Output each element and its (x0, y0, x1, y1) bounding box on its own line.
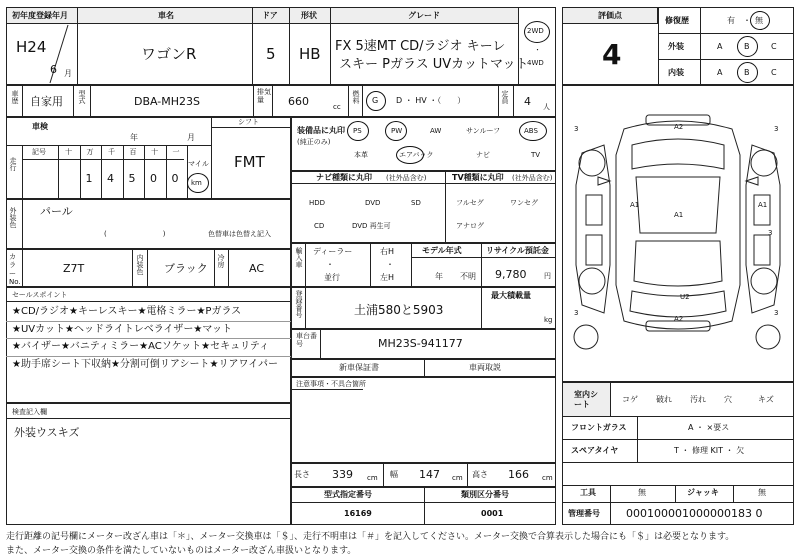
fuel-label: 燃料 (352, 90, 360, 104)
interior-b: B (744, 68, 750, 77)
dealer: ディーラー (313, 247, 353, 256)
diagram-label: 3 (774, 125, 779, 133)
import-dot: ・ (326, 260, 334, 269)
capacity-unit: 人 (543, 103, 550, 111)
glass-value: A ・ ×要ス (688, 423, 730, 432)
diagram-label: A1 (630, 201, 640, 209)
jack-label: ジャッキ (687, 488, 719, 497)
repair-no: 無 (755, 16, 763, 25)
grade-cell (330, 23, 519, 85)
parallel: 並行 (324, 273, 340, 282)
equipment-item: 本革 (354, 151, 368, 159)
model-year-value: 不明 (460, 272, 476, 281)
chassis-value: MH23S-941177 (378, 337, 463, 350)
interior-label: 内装 (668, 68, 684, 77)
seat-option: 汚れ (690, 395, 706, 404)
seat-option: 破れ (656, 395, 672, 404)
model-year-unit: 年 (435, 272, 443, 281)
mgmt-value: 000100001000000183 0 (626, 507, 763, 520)
mile-label: マイル (188, 160, 209, 168)
width-unit: cm (452, 474, 463, 482)
displacement-value: 660 (288, 95, 309, 108)
chassis-label: 車台番号 (296, 332, 317, 349)
import-label: 輸入車 (295, 247, 303, 268)
tv-type: フルセグ (456, 199, 484, 207)
sales-point-line: ★CD/ラジオ★キーレスキー★電格ミラー★Pガラス (12, 306, 242, 317)
inspector-block (6, 403, 291, 525)
sales-point-line: ★UVカット★ヘッドライトレベライザー★マット (12, 323, 232, 335)
repair-yes: 有 (727, 16, 735, 25)
nav-type: DVD 再生可 (352, 222, 391, 230)
inspection-month: 月 (187, 133, 195, 142)
interior-color-label: 内装色 (136, 254, 144, 275)
color-code-value: Z7T (63, 262, 85, 275)
equipment-sub: (純正のみ) (297, 138, 331, 146)
score-value: 4 (602, 38, 622, 71)
equipment-item: TV (531, 151, 541, 159)
inspector-label: 検査記入欄 (12, 408, 47, 416)
capacity-label: 定員 (501, 90, 509, 104)
glass-label: フロントガラス (571, 423, 627, 432)
height-unit: cm (542, 474, 553, 482)
height-label: 高さ (472, 470, 488, 479)
footer-line2: また、メーター交換の条件を満たしていないものはメーター改ざん車扱いとなります。 (6, 546, 357, 556)
max-load-label: 最大積載量 (491, 291, 531, 300)
interior-c: C (771, 68, 777, 77)
lhd: 左H (380, 273, 395, 282)
equipment-item: ナビ (476, 151, 490, 159)
diagram-label: A1 (674, 211, 684, 219)
grade-line1: FX 5速MT CD/ラジオ キーレ (335, 39, 506, 54)
pw-circle (385, 121, 407, 141)
digit-value: 0 (150, 172, 157, 185)
car-name-label: 車名 (158, 11, 174, 20)
first-reg-label: 初年度登録年月 (12, 11, 68, 20)
fuel-rest: D ・ HV ・（ ） (396, 96, 466, 105)
diagram-label: 3 (574, 309, 579, 317)
equipment-item: AW (430, 127, 442, 135)
manual-label: 車両取説 (469, 363, 501, 372)
color-note: 色替車は色替え記入 (208, 230, 271, 238)
shape-value: HB (299, 45, 321, 63)
ownership-label: 車歴 (11, 90, 19, 104)
diagram-label: A2 (674, 123, 684, 131)
first-reg-era: H24 (16, 38, 47, 56)
warranty-label: 新車保証書 (339, 363, 379, 372)
sales-points-label: セールスポイント (12, 291, 68, 299)
tv-type: アナログ (456, 222, 484, 230)
interior-color-value: ブラック (164, 262, 208, 275)
drive-2wd: 2WD (527, 27, 544, 35)
color-paren: ( ) (104, 230, 166, 238)
inspection-year: 年 (130, 133, 138, 142)
ac-value: AC (249, 262, 265, 275)
repair-sep: ・ (743, 16, 751, 25)
digit-label: 十 (151, 148, 158, 156)
tv-label: TV種類に丸印 (452, 173, 504, 182)
exterior-c: C (771, 42, 777, 51)
nav-type: HDD (309, 199, 326, 207)
length-label: 長さ (294, 470, 310, 479)
ac-label: 冷房 (217, 254, 225, 268)
auction-sheet (6, 7, 794, 525)
nav-type: DVD (365, 199, 381, 207)
equipment-item: サンルーフ (466, 127, 501, 135)
sales-point-line: ★バイザー★バニティミラー★ACソケット★セキュリティ (12, 341, 270, 352)
diagram-label: U2 (680, 293, 690, 301)
nav-genuine-note: (社外品含む) (386, 174, 427, 182)
score-label: 評価点 (598, 11, 622, 20)
seat-option: 穴 (724, 395, 732, 404)
km-unit: km (191, 179, 202, 187)
equipment-item: PW (391, 127, 403, 135)
shape-label: 形状 (301, 11, 317, 20)
class-label: 類別区分番号 (461, 490, 509, 499)
footer-line1: 走行距離の記号欄にメーター改ざん車は「＊」、メーター交換車は「＄」、走行不明車は「＃」を記入してください。メーター交換で合算表示した場合にも「＄」は必要となります。 (6, 532, 735, 542)
nav-label: ナビ種類に丸印 (316, 173, 372, 182)
car-diagram (562, 85, 794, 382)
seat-label: 室内シート (574, 390, 598, 410)
digit-label: 万 (86, 148, 94, 156)
drive-4wd: 4WD (527, 59, 544, 67)
jack-value: 無 (758, 488, 766, 497)
registration-label: 登録番号 (295, 290, 303, 318)
equipment-label: 装備品に丸印 (297, 126, 345, 135)
diagram-label: A1 (758, 201, 768, 209)
class-value: 0001 (481, 509, 504, 518)
width-label: 幅 (390, 470, 398, 479)
sales-point-line: ★助手席シート下収納★分割可倒リアシート★リアワイパー (12, 358, 278, 370)
doors-label: ドア (262, 11, 278, 20)
notes-label: 注意事項・不具合箇所 (296, 380, 366, 388)
digit-value: 1 (85, 172, 93, 185)
diagram-label: A2 (674, 315, 684, 323)
interior-a: A (717, 68, 723, 77)
mileage-label: 走行 (9, 157, 17, 171)
equipment-item: PS (353, 127, 362, 135)
width-value: 147 (419, 468, 440, 481)
seat-option: キズ (758, 395, 774, 404)
exterior-a: A (717, 42, 723, 51)
displacement-label: 排気量 (257, 88, 271, 104)
height-value: 166 (508, 468, 529, 481)
digit-label: 十 (65, 148, 72, 156)
grade-label: グレード (408, 11, 440, 20)
exterior-b: B (744, 42, 750, 51)
equipment-item: エアバック (399, 151, 434, 159)
tv-type: ワンセグ (510, 199, 538, 207)
model-label: 型式 (78, 90, 86, 104)
digit-value: 0 (171, 172, 179, 185)
model-value: DBA-MH23S (134, 95, 201, 108)
capacity-value: 4 (524, 95, 531, 108)
displacement-unit: cc (333, 103, 341, 111)
abs-circle (519, 121, 547, 141)
drive-dot: ・ (534, 46, 541, 54)
recycle-label: リサイクル預託金 (486, 246, 549, 255)
ps-circle (347, 121, 369, 141)
inspection-label: 車検 (32, 122, 48, 131)
diagram-label: 3 (574, 125, 579, 133)
color-code-label: カラーNo. (9, 253, 21, 287)
registration-value: 土浦580と5903 (354, 303, 444, 317)
digit-label: 百 (129, 148, 137, 156)
grade-line2: スキー Pガラス UVカットマット (339, 57, 529, 72)
repair-label: 修復歴 (665, 16, 689, 25)
length-value: 339 (332, 468, 353, 481)
first-reg-month: 6 (50, 63, 57, 76)
inspector-note: 外装ウスキズ (14, 426, 80, 439)
recycle-value: 9,780 (495, 268, 527, 281)
type-value: 16169 (344, 509, 372, 518)
shift-label: シフト (238, 118, 259, 126)
type-label: 型式指定番号 (324, 490, 372, 499)
row2 (6, 85, 556, 117)
max-load-unit: kg (544, 316, 553, 324)
recycle-unit: 円 (544, 272, 551, 280)
nav-type: CD (314, 222, 325, 230)
mgmt-label: 管理番号 (568, 509, 600, 518)
digit-value: 5 (128, 172, 136, 185)
model-year-label: モデル年式 (422, 246, 462, 255)
tv-genuine-note: (社外品含む) (512, 174, 553, 182)
spare-value: T ・ 修理 KIT ・ 欠 (674, 446, 745, 455)
doors-value: 5 (266, 45, 276, 63)
exterior-label: 外装 (668, 42, 684, 51)
fuel-g: G (372, 96, 379, 105)
shift-value: FMT (234, 153, 265, 171)
diagram-label: 3 (768, 229, 773, 237)
code-label: 記号 (32, 148, 46, 156)
tools-value: 無 (638, 488, 646, 497)
seat-option: コゲ (622, 395, 638, 404)
ownership-value: 自家用 (30, 95, 63, 108)
rhd: 右H (380, 247, 395, 256)
color-value: パール (40, 205, 73, 218)
equipment-item: ABS (524, 127, 538, 135)
digit-value: 4 (107, 172, 114, 185)
rhd-dot: ・ (386, 260, 394, 269)
digit-label: 千 (108, 148, 115, 156)
car-name: ワゴンR (141, 45, 197, 63)
color-label: 外装色 (9, 207, 17, 228)
first-reg-month-unit: 月 (64, 69, 72, 78)
tools-label: 工具 (580, 488, 596, 497)
digit-label: 一 (172, 148, 180, 156)
nav-type: SD (411, 199, 421, 207)
length-unit: cm (367, 474, 378, 482)
spare-label: スペアタイヤ (571, 446, 619, 455)
diagram-label: 3 (774, 309, 779, 317)
